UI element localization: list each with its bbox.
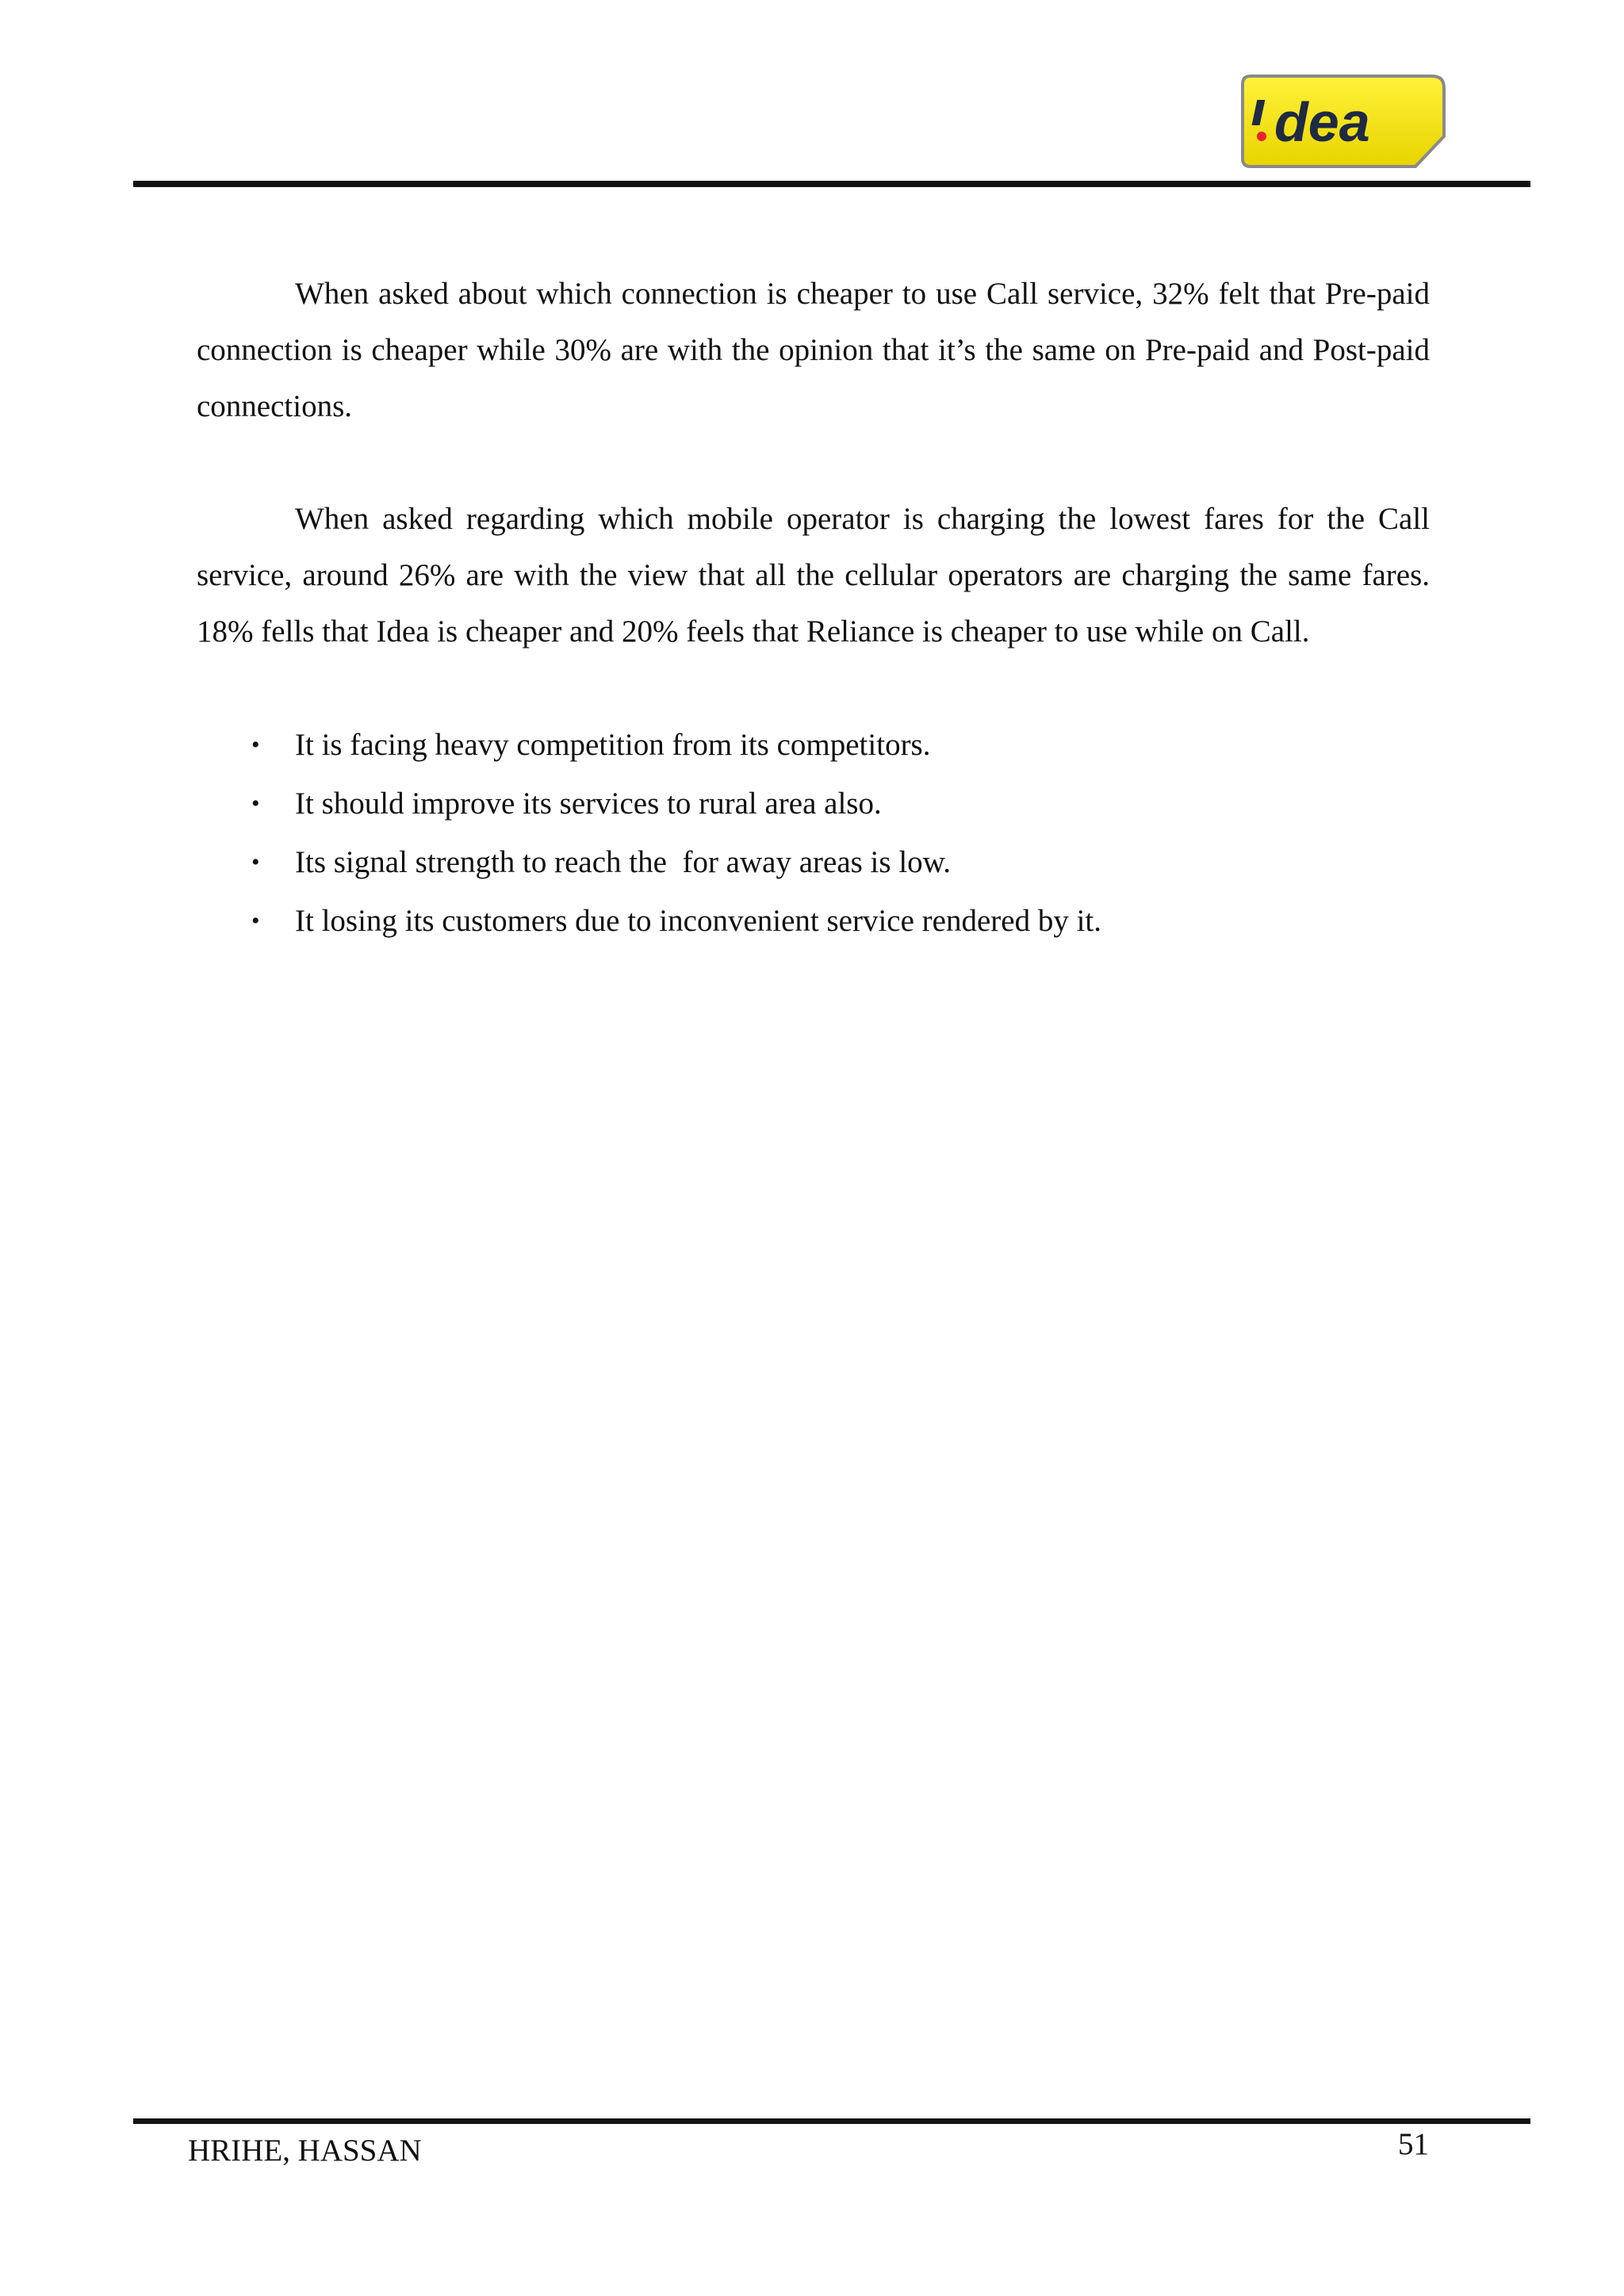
paragraph-cheaper-connection: When asked about which connection is cheaper to use Call service, 32% felt that Pre-paid connection is cheaper while 30% are with the opinion that it’s the same on Pre-paid and Post-paid connections. — [197, 277, 1430, 423]
list-item-text: It is facing heavy competition from its competitors. — [295, 728, 931, 762]
page-number: 51 — [1398, 2127, 1429, 2161]
list-item-text: It losing its customers due to inconvenient service rendered by it. — [295, 904, 1101, 938]
svg-text:dea: dea — [1274, 91, 1370, 153]
list-item — [197, 716, 1430, 775]
footer-rule — [133, 2118, 1530, 2124]
body-text — [197, 266, 1430, 951]
list-item-text: It should improve its services to rural area also. — [295, 786, 882, 821]
list-item-text: Its signal strength to reach the for away areas is low. — [295, 845, 952, 879]
bullet-icon: • — [251, 790, 260, 817]
bullet-icon: • — [251, 908, 260, 934]
list-item — [197, 892, 1430, 951]
bullet-list — [197, 716, 1430, 951]
list-item — [197, 833, 1430, 892]
idea-logo — [1239, 71, 1450, 174]
paragraph-lowest-fares: When asked regarding which mobile operator is charging the lowest fares for the Call service, around 26% are with the view that all the cellular operators are charging the same fares. 18% fells that Idea is cheaper and 20% feels that Reliance is cheaper to use while on Call. — [197, 502, 1430, 649]
bullet-icon: • — [251, 732, 260, 758]
bullet-icon: • — [251, 849, 260, 875]
footer-institution: HRIHE, HASSAN — [188, 2133, 422, 2168]
header-rule — [133, 181, 1530, 187]
list-item — [197, 775, 1430, 833]
